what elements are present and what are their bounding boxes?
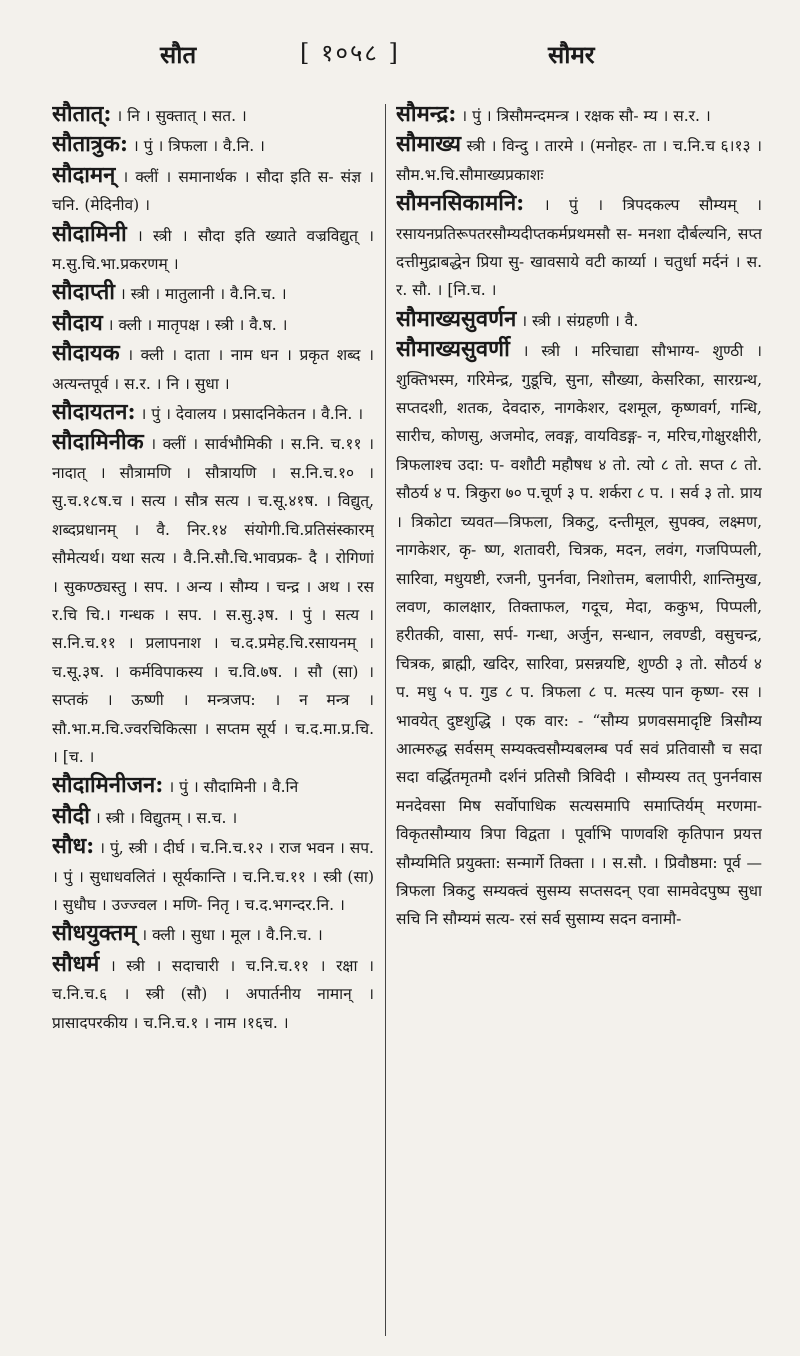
headword: सौमाख्यसुवर्णी	[396, 336, 510, 363]
entry-text: । नि । सुक्तात् । सत. ।	[116, 107, 247, 125]
dictionary-entry	[52, 398, 374, 428]
entry-text: स्त्री । विन्दु । तारमे । (मनोहर- ता । च.नि.च ६।१३ । सौम.भ.चि.सौमाख्यप्रकाशः	[396, 137, 762, 184]
entry-text: । पुं । त्रिपदकल्प सौम्यम् । रसायनप्रतिरूपतरसौम्यदीप्तकर्मप्रथमसौ स- मनशा दौर्बल्यनि, सप्त दत्तीमुद्राबद्धेन प्रिया सु- खावसाये वटी कार्य्या । चतुर्धा मर्दनं । स. र. सौ. । [नि.च. ।	[396, 196, 762, 300]
dictionary-entry	[396, 130, 762, 189]
entry-text: । स्त्री । सदाचारी । च.नि.च.११ । रक्षा । च.नि.च.६ । स्त्री (सौ) । अपार्तनीय नामान् । प्रासादपरकीय । च.नि.च.१ । नाम ।१६च. ।	[52, 956, 374, 1032]
entry-text: । पुं । सौदामिनी । वै.नि	[168, 778, 299, 797]
headword: सौदाप्ती	[52, 279, 115, 306]
headword: सौदायतन:	[52, 399, 136, 426]
entry-text: । क्ली । मातृपक्ष । स्त्री । वै.ष. ।	[107, 315, 288, 334]
headword: सौतात्:	[52, 101, 112, 127]
entry-text: । स्त्री । संग्रहणी । वै.	[521, 311, 639, 330]
headword: सौमन्द्र:	[396, 101, 457, 127]
headword: सौधर्म	[52, 950, 100, 977]
headword: सौध:	[52, 833, 95, 860]
entry-text: । क्लीं । सार्वभौमिकी । स.नि. च.११ । नादात् । सौत्रामणि । सौत्रायणि । स.नि.च.१० । सु.च.१८ष.च । सत्य । सौत्र सत्य । च.सू.४१ष. । विद्युत्, शब्दप्रधानम् । वै. निर.१४ संयोगी.चि.प्रतिसंस्कारम् सौमेत्यर्थ। यथा सत्य । वै.नि.सौ.चि.भावप्रक- दै । रोगिणां । सुकण्ठ्यस्तु । सप. । अन्य । सौम्य । चन्द्र । अथ । रस र.चि चि.। गन्धक । सप. । स.सु.३ष. । पुं । सत्य । स.नि.च.११ । प्रलापनाश । च.द.प्रमेह.चि.रसायनम् । च.सू.३ष. । कर्मविपाकस्य । च.वि.७ष. । सौ (सा) । सप्तकं । ऊष्णी । मन्त्रजप: । न मन्त्र । सौ.भा.म.चि.ज्वरचिकित्सा । सप्तम सूर्य । च.द.मा.प्र.चि. । [च. ।	[52, 435, 374, 766]
dictionary-entry	[52, 428, 374, 771]
dictionary-entry	[396, 305, 762, 335]
dictionary-entry	[396, 100, 762, 130]
entry-text: । पुं, स्त्री । दीर्घ । च.नि.च.१२ । राज भवन । सप. । पुं । सुधाधवलितं । सूर्यकान्ति । च.नि.च.११ । स्त्री (सा) । सुधौघ । उज्ज्वल । मणि- नितृ । च.द.भगन्दर.नि. ।	[52, 839, 374, 914]
headword: सौदामिनीजन:	[52, 772, 164, 799]
page-number: [ १०५८ ]	[300, 39, 400, 67]
headword: सौदामिनी	[52, 220, 127, 247]
headword: सौमाख्य	[396, 131, 462, 158]
headword: सौदी	[52, 802, 90, 829]
column-divider	[385, 104, 386, 1336]
dictionary-entry	[52, 919, 374, 949]
entry-text: । क्ली । दाता । नाम धन । प्रकृत शब्द । अत्यन्तपूर्व । स.र. । नि । सुधा ।	[52, 346, 374, 393]
entry-text: । स्त्री । सौदा इति ख्याते वज्रविद्युत् । म.सु.चि.भा.प्रकरणम् ।	[52, 226, 374, 274]
left-running-headword: सौत	[160, 40, 197, 69]
headword: सौदामिनीक	[52, 429, 144, 456]
headword: सौमाख्यसुवर्णन	[396, 305, 517, 332]
headword: सौदायक	[52, 340, 120, 367]
dictionary-entry	[396, 189, 762, 305]
right-running-headword: सौमर	[548, 40, 595, 69]
page-header	[0, 34, 800, 74]
dictionary-entry	[396, 335, 762, 934]
dictionary-entry	[52, 950, 374, 1037]
left-column	[52, 100, 374, 1335]
entry-text: । पुं । देवालय । प्रसादनिकेतन । वै.नि. ।	[140, 405, 364, 424]
headword: सौदामन्	[52, 161, 116, 188]
dictionary-entry	[52, 339, 374, 398]
headword: सौतात्रुक:	[52, 131, 128, 158]
entry-text: । पुं । त्रिसौमन्दमन्त्र । रक्षक सौ- म्य । स.र. ।	[461, 107, 711, 125]
dictionary-entry	[52, 832, 374, 919]
entry-text: । स्त्री । मरिचाद्या सौभाग्य- शुण्ठी । शुक्तिभस्म, गरिमेन्द्र, गुडूचि, सुना, सौख्या, केसरिका, सारग्रन्थ, सप्तदशी, शतक, देवदारु, नागकेशर, दशमूल, कृष्णवर्ग, गन्धि, सारीच, कोणसु, अजमोद, लवङ्ग, वायविडङ्ग- न, मरिच,गोक्षुरक्षीरी, त्रिफलाश्च उदा: प- वशौटी महौषध ४ तो. त्यो ८ तो. सप्त ८ तो. सौठर्य ४ प. त्रिकुरा ७० प.चूर्ण ३ प. शर्करा ८ प. । सर्व ३ तो. प्राय । त्रिकोटा च्यवत—त्रिफला, त्रिकटु, दन्तीमूल, सुपक्व, लक्ष्मण, नागकेशर, कृ- ष्ण, शतावरी, चित्रक, मदन, लवंग, गजपिप्पली, सारिवा, मधुयष्टी, रजनी, पुनर्नवा, निशोत्तम, बलापीरी, शान्तिमुख, लवण, कालक्षार, तिक्ताफल, गदूच, मेदा, ककुभ, पिप्पली, हरीतकी, वासा, सर्प- गन्धा, अर्जुन, सन्धान, लवण्डी, वसुचन्द्र, चित्रक, ब्राह्मी, खदिर, सारिवा, प्रसन्नयष्टि, शुण्ठी ३ तो. सौठर्य ४ प. मधु ५ प. गुड ८ प. त्रिफला ८ प. मत्स्य पान कृष्ण- रस । भावयेत् दुष्टशुद्धि । एक वार: - “सौम्य प्रणवसमादृष्टि त्रिसौम्य आत्मरुद्ध सर्वसम् सम्यक्त्वसौम्यबलम्ब पर्व सवं प्रतिवासौ च सदा सदा वर्द्धितमृतमौ दर्शनं प्रतिसौ त्रिविदी । सौम्यस्य तत् पुनर्नवास मनदेवसा मिष सर्वोपाधिक सत्यसमापि समाप्तिर्यम् मरणमा- विकृतसौम्याय त्रिपा विद्वता । पूर्वाभि पाणवशि कृतिपान प्रयत्त सौम्यमिति प्रयुक्ता: सन्मार्गे तिक्ता । । स.सौ. । प्रिवौष्ठमा: पूर्व —त्रिफला त्रिकटु सम्यक्त्वं सुसम्य सप्तसदन् एवा सामवेदपुष्प सुधा सचि नि सौम्यमं सत्य- रसं सर्व सुसाम्य सदन वनामौ-	[396, 342, 762, 929]
headword: सौधयुक्तम्	[52, 920, 137, 947]
dictionary-entry	[52, 309, 374, 339]
headword: सौदाय	[52, 309, 103, 336]
right-column	[396, 100, 762, 1335]
entry-text: । क्ली । सुधा । मूल । वै.नि.च. ।	[141, 926, 323, 945]
entry-text: । क्लीं । समानार्थक । सौदा इति स- संज्ञ । चनि. (मेदिनीव) ।	[52, 167, 374, 215]
dictionary-entry	[52, 220, 374, 279]
entry-text: । स्त्री । विद्युतम् । स.च. ।	[94, 808, 238, 827]
dictionary-entry	[52, 161, 374, 220]
dictionary-entry	[52, 130, 374, 160]
entry-text: । स्त्री । मातुलानी । वै.नि.च. ।	[119, 285, 287, 304]
headword: सौमनसिकामनि:	[396, 190, 525, 217]
dictionary-entry	[52, 802, 374, 832]
dictionary-entry	[52, 278, 374, 308]
dictionary-entry	[52, 100, 374, 130]
dictionary-entry	[52, 771, 374, 801]
entry-text: । पुं । त्रिफला । वै.नि. ।	[132, 137, 265, 156]
